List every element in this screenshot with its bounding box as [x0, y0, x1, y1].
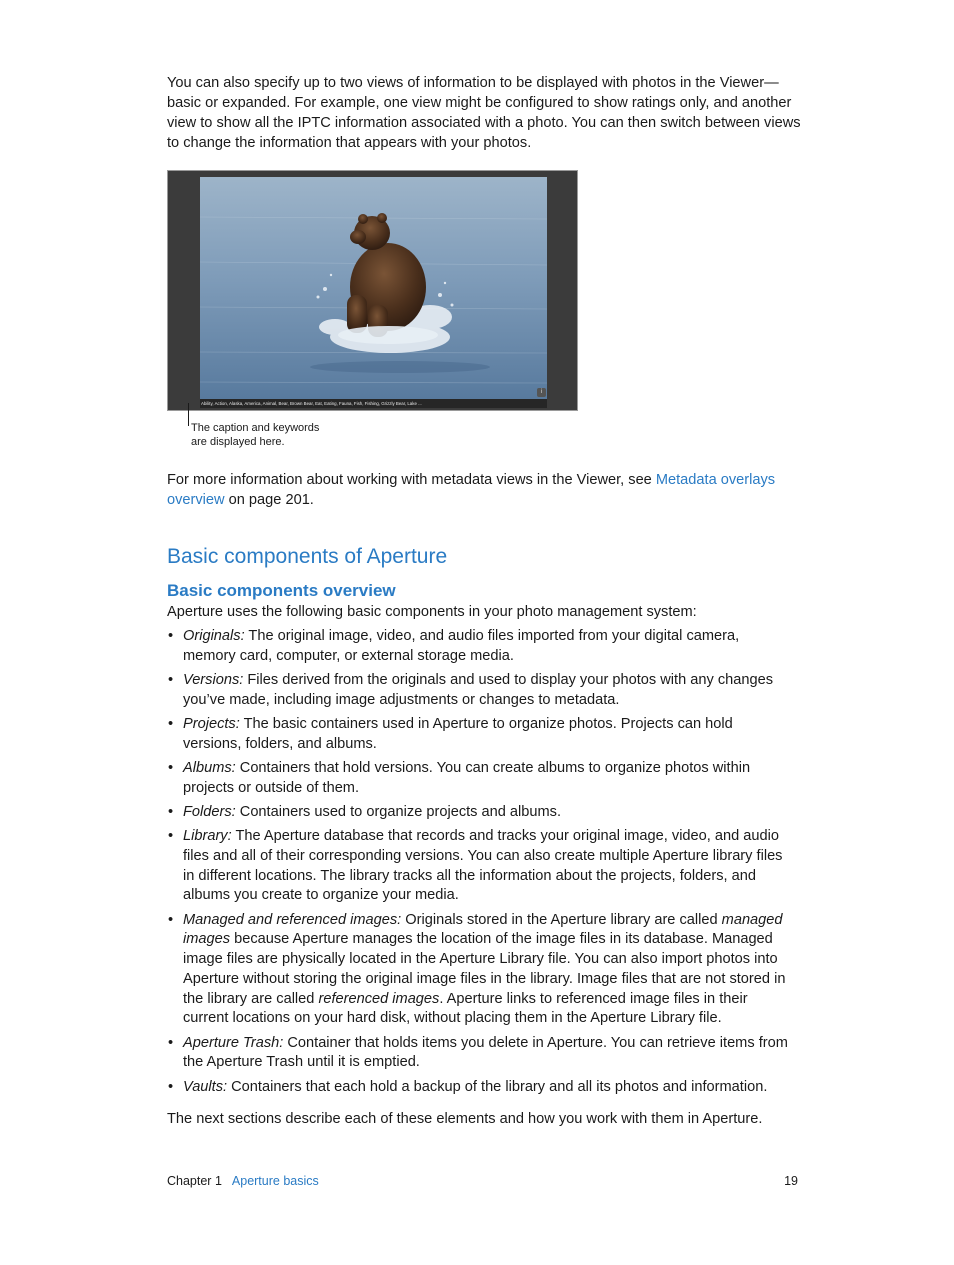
- callout-line: [188, 403, 189, 426]
- list-item: • Managed and referenced images: Originals stored in the Aperture library are called managed images because Aperture manages the location of the image files in its database. Managed image files are physically located in the Aperture Library file. You can also import photos into Aperture without storing the original image files in the library. Image files that are not stored in the library are called referenced images. Aperture links to referenced image files in their current locations on your hard disk, without placing them in the Aperture Library file.: [167, 911, 792, 1029]
- list-item: • Originals: The original image, video, and audio files imported from your digital camera, memory card, computer, or external storage media.: [167, 627, 792, 666]
- caption-keywords-bar: Ability, Action, Alaska, America, Animal, Bear, Brown Bear, Eat, Eating, Fauna, Fish, Fishing, Grizzly Bear, Lake ...: [200, 399, 547, 408]
- section-title: Basic components of Aperture: [167, 545, 448, 568]
- more-info-page-ref: on page 201.: [224, 492, 314, 508]
- list-item: • Versions: Files derived from the originals and used to display your photos with any changes you’ve made, including image adjustments or changes to metadata.: [167, 671, 792, 710]
- more-info-text: For more information about working with metadata views in the Viewer, see: [167, 472, 656, 488]
- list-item: • Library: The Aperture database that records and tracks your original image, video, and audio files and all of their corresponding versions. You can also create multiple Aperture library files in different locations. The library tracks all the information about the projects, folders, and albums you create to organize your media.: [167, 827, 792, 906]
- list-item: • Aperture Trash: Container that holds items you delete in Aperture. You can retrieve items from the Aperture Trash until it is emptied.: [167, 1034, 792, 1073]
- list-item: • Folders: Containers used to organize projects and albums.: [167, 803, 792, 823]
- figure-callout: [191, 421, 351, 449]
- chapter-title-link[interactable]: Aperture basics: [231, 1174, 319, 1188]
- list-item: • Vaults: Containers that each hold a backup of the library and all its photos and information.: [167, 1078, 792, 1098]
- callout-line-2: are displayed here.: [191, 436, 285, 448]
- list-item: • Projects: The basic containers used in Aperture to organize photos. Projects can hold versions, folders, and albums.: [167, 715, 792, 754]
- info-icon[interactable]: i: [537, 388, 546, 397]
- more-info-paragraph: [167, 470, 802, 510]
- list-item: • Albums: Containers that hold versions. You can create albums to organize photos within projects or outside of them.: [167, 759, 792, 798]
- footer-chapter: [167, 1173, 319, 1189]
- bear-photo: [200, 177, 547, 399]
- callout-line-1: The caption and keywords: [191, 422, 320, 434]
- intro-paragraph: You can also specify up to two views of information to be displayed with photos in the Viewer—basic or expanded. For example, one view might be configured to show ratings only, and another view to show all the IPTC information associated with a photo. You can then switch between views to change the information that appears with your photos.: [167, 75, 801, 151]
- page-number: 19: [784, 1174, 798, 1188]
- subsection-intro: Aperture uses the following basic components in your photo management system:: [167, 604, 697, 620]
- metadata-overlays-link[interactable]: Metadata overlays overview: [167, 472, 776, 508]
- closing-paragraph: The next sections describe each of these elements and how you work with them in Aperture.: [167, 1111, 763, 1127]
- viewer-screenshot: [167, 170, 578, 411]
- chapter-number: Chapter 1: [167, 1174, 222, 1188]
- components-list: [167, 627, 792, 1102]
- subsection-title: Basic components overview: [167, 581, 396, 600]
